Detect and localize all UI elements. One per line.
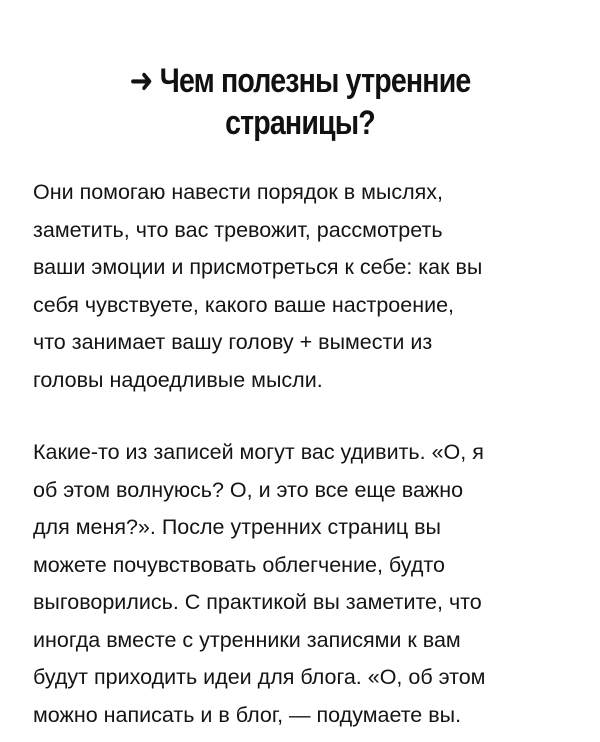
paragraph-surprises: Какие-то из записей могут вас удивить. «О, я об этом волнуюсь? О, и это все еще важно для меня?». После утренних страниц вы можете почувствовать облегчение, будто выговорились. С практикой вы заметите, что иногда вместе с утренники записями к вам будут приходить идеи для блога. «О, об этом можно написать и в блог, — подумаете вы. [33,440,486,727]
heading: ➜ Чем полезны утренние страницы? [129,62,471,142]
paragraph-benefits: Они помогаю навести порядок в мыслях, заметить, что вас тревожит, рассмотреть ваши эмоции и присмотреться к себе: как вы себя чувствуете, какого ваше настроение, что занимает вашу голову + вымести из головы надоедливые мысли. [33,180,483,392]
